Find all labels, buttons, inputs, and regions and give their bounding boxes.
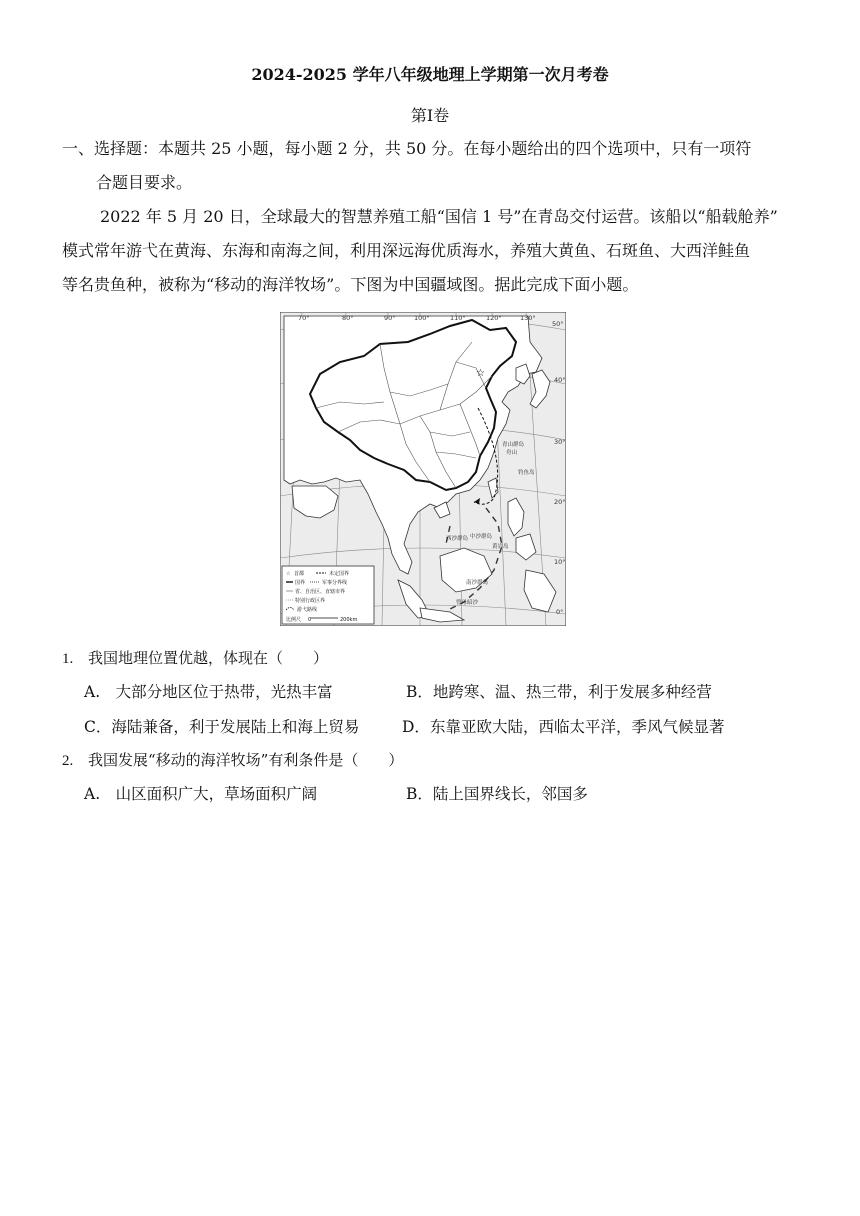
option-letter: B． xyxy=(406,785,433,803)
option-letter: B． xyxy=(406,683,433,701)
legend-capital-icon: ☆ xyxy=(286,571,291,577)
lon-label: 70° xyxy=(298,314,310,322)
place-label: 西沙群岛 xyxy=(446,536,469,542)
option-text: 陆上国界线长，邻国多 xyxy=(432,785,588,803)
place-label: 黄岩岛 xyxy=(492,544,509,550)
legend-label: 军事分界线 xyxy=(322,580,348,586)
legend-label: 游弋路线 xyxy=(297,607,318,613)
lat-label: 30° xyxy=(554,438,566,446)
legend-label: 国界 xyxy=(295,580,306,586)
question-2 xyxy=(62,749,403,770)
passage-line: 2022 年 5 月 20 日，全球最大的智慧养殖工船“国信 1 号”在青岛交付运营。该船以“船载舱养” xyxy=(100,207,778,226)
legend-label: 省、自治区、直辖市界 xyxy=(295,589,346,595)
legend-label: 比例尺 xyxy=(286,617,302,623)
lat-label: 0° xyxy=(556,608,564,616)
place-label: 青山群岛 xyxy=(502,442,525,448)
place-label: 舟山 xyxy=(506,450,518,456)
section-heading-continued: 合题目要求。 xyxy=(96,173,193,192)
china-territory-map xyxy=(280,312,566,626)
option-text: 地跨寒、温、热三带，利于发展多种经营 xyxy=(432,683,712,701)
passage-line: 等名贵鱼种，被称为“移动的海洋牧场”。下图为中国疆域图。据此完成下面小题。 xyxy=(62,275,639,294)
option-text: 山区面积广大，草场面积广阔 xyxy=(115,785,318,803)
place-label: 钓鱼岛 xyxy=(518,470,535,476)
question-number: 1. xyxy=(62,651,74,667)
lon-label: 100° xyxy=(414,314,430,322)
option-2a[interactable] xyxy=(84,782,317,804)
option-1c[interactable] xyxy=(84,715,359,737)
question-1 xyxy=(62,647,328,668)
lon-label: 110° xyxy=(450,314,466,322)
option-letter: D． xyxy=(402,718,430,736)
legend-label: 未定国界 xyxy=(329,571,350,577)
lon-label: 120° xyxy=(486,314,502,322)
lat-label: 10° xyxy=(554,558,566,566)
scale-zero: 0 xyxy=(308,617,312,623)
lat-label: 20° xyxy=(554,498,566,506)
capital-star-icon: ☆ xyxy=(476,368,485,379)
lat-label: 50° xyxy=(552,320,564,328)
option-letter: A. xyxy=(84,683,101,701)
option-text: 大部分地区位于热带，光热丰富 xyxy=(115,683,333,701)
lon-label: 80° xyxy=(342,314,354,322)
volume-label: 第Ⅰ卷 xyxy=(410,106,450,125)
lat-label: 40° xyxy=(554,376,566,384)
map-legend xyxy=(282,566,374,624)
question-stem: 我国发展“移动的海洋牧场”有利条件是（ ） xyxy=(88,751,404,769)
map-svg xyxy=(280,312,566,626)
option-2b[interactable] xyxy=(406,782,588,804)
legend-label: 首都 xyxy=(294,571,305,577)
option-text: 海陆兼备，利于发展陆上和海上贸易 xyxy=(111,718,360,736)
option-text: 东靠亚欧大陆，西临太平洋，季风气候显著 xyxy=(429,718,725,736)
option-1a[interactable] xyxy=(84,680,333,702)
option-letter: C． xyxy=(84,718,112,736)
option-1b[interactable] xyxy=(406,680,712,702)
passage-line: 模式常年游弋在黄海、东海和南海之间，利用深远海优质海水，养殖大黄鱼、石斑鱼、大西洋鲑鱼 xyxy=(62,241,751,260)
option-1d[interactable] xyxy=(402,715,724,737)
place-label: 曾母暗沙 xyxy=(456,600,479,606)
scale-value: 200km xyxy=(340,617,358,623)
question-stem: 我国地理位置优越，体现在（ ） xyxy=(88,649,329,667)
exam-title: 2024-2025 学年八年级地理上学期第一次月考卷 xyxy=(251,65,609,84)
question-number: 2. xyxy=(62,753,74,769)
section-heading: 一、选择题：本题共 25 小题，每小题 2 分，共 50 分。在每小题给出的四个选项中，只有一项符 xyxy=(62,139,752,158)
passage xyxy=(62,200,806,302)
place-label: 南沙群岛 xyxy=(466,580,489,586)
place-label: 中沙群岛 xyxy=(470,534,493,540)
legend-label: 特别行政区界 xyxy=(295,598,326,604)
lon-label: 90° xyxy=(384,314,396,322)
lon-label: 130° xyxy=(520,314,536,322)
option-letter: A. xyxy=(84,785,101,803)
